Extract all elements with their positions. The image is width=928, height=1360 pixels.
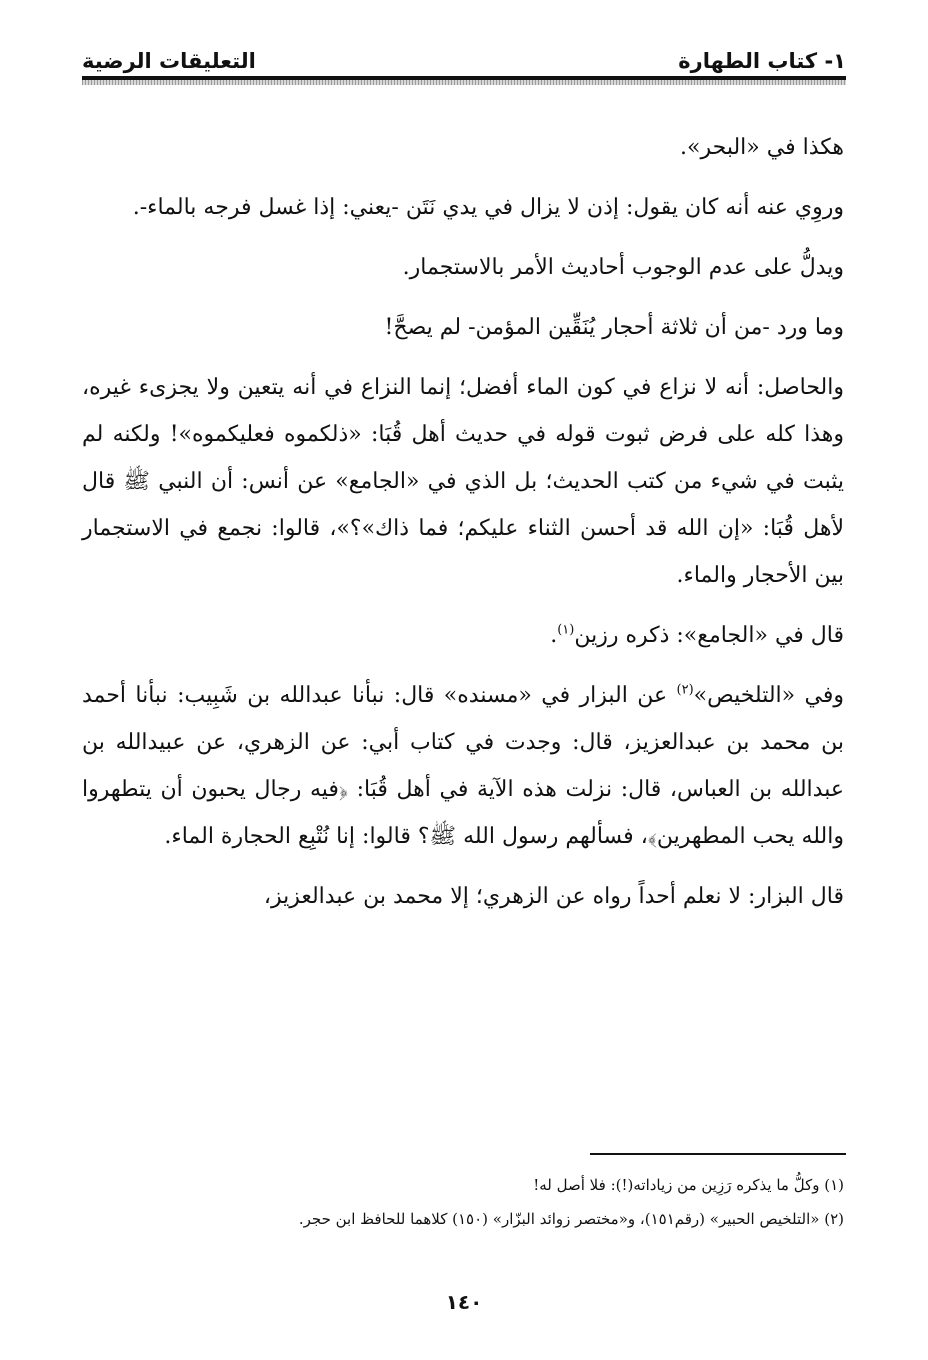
page-number: ١٤٠ [445, 1290, 483, 1314]
footnotes [82, 1168, 844, 1236]
paragraph-6-end: . [550, 623, 558, 648]
paragraph-7 [82, 672, 844, 860]
body-text [82, 124, 844, 933]
paragraph-6 [82, 612, 844, 659]
paragraph-7-start: وفي «التلخيص» [693, 683, 844, 708]
footnote-ref-2: (٢) [676, 682, 694, 698]
paragraph-8: قال البزار: لا نعلم أحداً رواه عن الزهري؛ إلا محمد بن عبدالعزيز، [263, 884, 844, 909]
header-chapter-title: ١- كتاب الطهارة [678, 49, 846, 73]
footnote-separator [590, 1153, 846, 1155]
paragraph-5: والحاصل: أنه لا نزاع في كون الماء أفضل؛ إنما النزاع في أنه يتعين ولا يجزىء غيره، وهذا كله على فرض ثبوت قوله في حديث أهل قُبَا: «ذلكموه فعليكموه»! ولكنه لم يثبت في شيء من كتب الحديث؛ بل الذي في «الجامع» عن أنس: أن النبي ﷺ قال لأهل قُبَا: «إن الله قد أحسن الثناء عليكم؛ فما ذاك»؟»، قالوا: نجمع في الاستجمار بين الأحجار والماء. [82, 375, 844, 588]
paragraph-1: هكذا في «البحر». [680, 135, 844, 160]
footnote-2: (٢) «التلخيص الحبير» (رقم١٥١)، و«مختصر زوائد البزّار» (١٥٠) كلاهما للحافظ ابن حجر. [298, 1210, 844, 1228]
running-header [82, 34, 846, 74]
header-book-title: التعليقات الرضية [82, 49, 256, 73]
footnote-1: (١) وكلُّ ما يذكره رَزِين من زياداته(!): فلا أصل له! [533, 1176, 844, 1194]
paragraph-3: ويدلُّ على عدم الوجوب أحاديث الأمر بالاستجمار. [402, 255, 844, 280]
paragraph-6-text: قال في «الجامع»: ذكره رزين [574, 623, 844, 648]
paragraph-2: وروِي عنه أنه كان يقول: إذن لا يزال في يدي نَتَن -يعني: إذا غسل فرجه بالماء-. [132, 195, 844, 220]
paragraph-4: وما ورد -من أن ثلاثة أحجار يُنَقِّين المؤمن- لم يصحَّ! [384, 315, 844, 340]
paragraph-7-rest: عن البزار في «مسنده» قال: نبأنا عبدالله بن شَبِيب: نبأنا أحمد بن محمد بن عبدالعزيز، قال: وجدت في كتاب أبي: عن الزهري، عن عبيدالله بن عبدالله بن العباس، قال: نزلت هذه الآية في أهل قُبَا: ﴿فيه رجال يحبون أن يتطهروا والله يحب المطهرين﴾، فسألهم رسول الله ﷺ؟ قالوا: إنا نُتْبِع الحجارة الماء. [82, 683, 844, 849]
header-rule-shadow [82, 80, 846, 85]
footnote-ref-1: (١) [557, 622, 575, 638]
